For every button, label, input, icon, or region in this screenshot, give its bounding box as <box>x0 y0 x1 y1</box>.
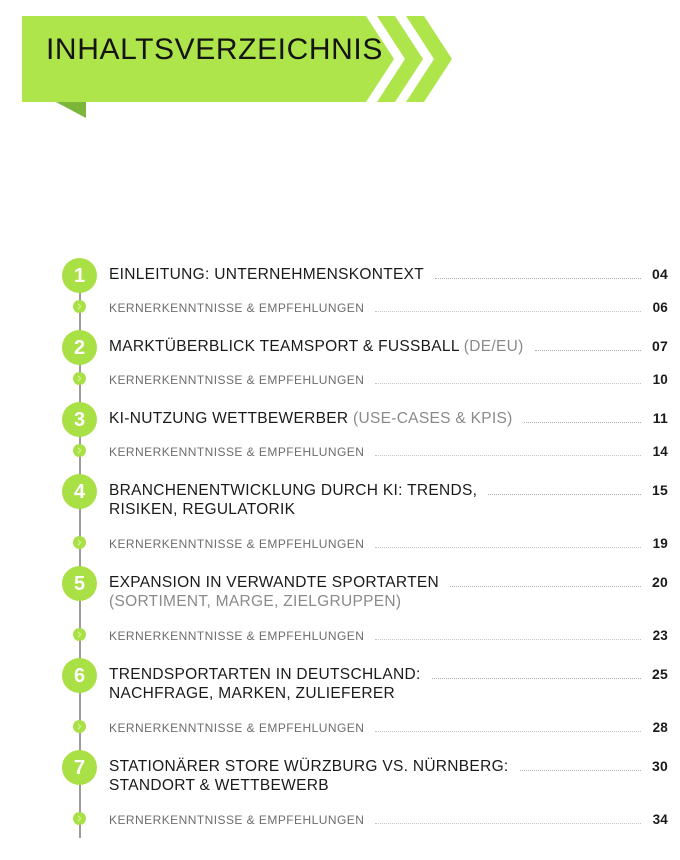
leader-dots <box>375 638 641 640</box>
entry-title-line <box>109 574 668 592</box>
entry-body <box>109 266 680 284</box>
subentry-line <box>109 444 668 460</box>
entry-number-badge: 6 <box>62 658 97 693</box>
leader-dots <box>375 310 641 312</box>
toc-entry[interactable] <box>0 666 680 703</box>
entry-title-line2: STANDORT & WETTBEWERB <box>109 777 329 794</box>
entry-number-badge: 3 <box>62 402 97 437</box>
subentry-line <box>109 536 668 552</box>
entry-body <box>109 410 680 428</box>
entry-body <box>109 574 680 611</box>
entry-body <box>109 482 680 519</box>
leader-dots <box>524 421 641 423</box>
subentry-label: KERNERKENNTNISSE & EMPFEHLUNGEN <box>109 537 365 551</box>
chevron-right-icon <box>73 812 86 825</box>
entry-title-line <box>109 338 668 356</box>
subentry-label: KERNERKENNTNISSE & EMPFEHLUNGEN <box>109 301 365 315</box>
toc-entry[interactable] <box>0 336 680 359</box>
toc-subentry[interactable] <box>0 536 680 552</box>
subentry-label: KERNERKENNTNISSE & EMPFEHLUNGEN <box>109 629 365 643</box>
entry-title <box>109 574 439 592</box>
entry-title <box>109 338 524 356</box>
chevron-right-icon <box>73 720 86 733</box>
subentry-body <box>109 536 680 552</box>
page-number: 28 <box>652 720 668 735</box>
entry-title-line <box>109 266 668 284</box>
subentry-body <box>109 720 680 736</box>
leader-dots <box>520 769 641 771</box>
entry-title <box>109 410 513 428</box>
chevron-right-icon <box>73 536 86 549</box>
entry-title <box>109 266 424 284</box>
page-number: 04 <box>652 266 668 282</box>
subentry-line <box>109 720 668 736</box>
entry-body <box>109 666 680 703</box>
subentry-label: KERNERKENNTNISSE & EMPFEHLUNGEN <box>109 721 365 735</box>
subentry-line <box>109 372 668 388</box>
entry-title-line <box>109 410 668 428</box>
leader-dots <box>375 546 641 548</box>
entry-title-line2: (SORTIMENT, MARGE, ZIELGRUPPEN) <box>109 593 402 610</box>
table-of-contents <box>0 122 680 860</box>
leader-dots <box>375 822 641 824</box>
page-number: 20 <box>652 574 668 590</box>
leader-dots <box>375 730 641 732</box>
chevron-right-icon <box>73 444 86 457</box>
page-number: 15 <box>652 482 668 498</box>
entry-title-main: MARKTÜBERBLICK TEAMSPORT & FUSSBALL <box>109 338 464 355</box>
page-number: 23 <box>652 628 668 643</box>
leader-dots <box>375 382 641 384</box>
page-title: INHALTSVERZEICHNIS <box>46 33 383 66</box>
toc-subentry[interactable] <box>0 372 680 388</box>
entry-title <box>109 482 477 500</box>
entry-number-badge: 4 <box>62 474 97 509</box>
leader-dots <box>488 493 641 495</box>
subentry-label: KERNERKENNTNISSE & EMPFEHLUNGEN <box>109 373 365 387</box>
entry-title-qualifier: (DE/EU) <box>463 338 524 355</box>
entry-title-main: EXPANSION IN VERWANDTE SPORTARTEN <box>109 574 440 591</box>
page-number: 06 <box>652 300 668 315</box>
toc-subentry[interactable] <box>0 628 680 644</box>
subentry-body <box>109 300 680 316</box>
page-number: 14 <box>652 444 668 459</box>
entry-number-badge: 1 <box>62 258 97 293</box>
toc-subentry[interactable] <box>0 812 680 828</box>
header-banner <box>0 0 680 122</box>
chevron-right-icon <box>73 628 86 641</box>
toc-entry[interactable] <box>0 482 680 519</box>
page-number: 19 <box>652 536 668 551</box>
toc-subentry[interactable] <box>0 444 680 460</box>
entry-title-main: KI-NUTZUNG WETTBEWERBER <box>109 410 353 427</box>
entry-body <box>109 338 680 356</box>
page-number: 07 <box>652 338 668 354</box>
entry-title <box>109 666 421 684</box>
entry-title-main: TRENDSPORTARTEN IN DEUTSCHLAND: <box>109 666 421 683</box>
subentry-line <box>109 300 668 316</box>
entry-number-badge: 2 <box>62 330 97 365</box>
entry-number-badge: 5 <box>62 566 97 601</box>
chevron-right-icon <box>73 372 86 385</box>
toc-entry[interactable] <box>0 574 680 611</box>
subentry-label: KERNERKENNTNISSE & EMPFEHLUNGEN <box>109 813 365 827</box>
leader-dots <box>435 277 641 279</box>
toc-subentry[interactable] <box>0 300 680 316</box>
entry-title-line2: RISIKEN, REGULATORIK <box>109 501 296 518</box>
entry-title-line2: NACHFRAGE, MARKEN, ZULIEFERER <box>109 685 396 702</box>
entry-title-main: STATIONÄRER STORE WÜRZBURG VS. NÜRNBERG: <box>109 758 509 775</box>
subentry-body <box>109 444 680 460</box>
entry-title-main: BRANCHENENTWICKLUNG DURCH KI: TRENDS, <box>109 482 478 499</box>
subentry-body <box>109 628 680 644</box>
page-number: 10 <box>652 372 668 387</box>
entry-title <box>109 758 509 776</box>
subentry-body <box>109 372 680 388</box>
toc-entry[interactable] <box>0 408 680 431</box>
page-number: 25 <box>652 666 668 682</box>
toc-entry[interactable] <box>0 758 680 795</box>
page-number: 34 <box>652 812 668 827</box>
entry-title-line <box>109 758 668 776</box>
toc-subentry[interactable] <box>0 720 680 736</box>
leader-dots <box>375 454 641 456</box>
entry-body <box>109 758 680 795</box>
entry-title-line <box>109 482 668 500</box>
subentry-line <box>109 628 668 644</box>
entry-title-line <box>109 666 668 684</box>
subentry-body <box>109 812 680 828</box>
entry-title-qualifier: (USE-CASES & KPIS) <box>353 410 513 427</box>
leader-dots <box>535 349 641 351</box>
leader-dots <box>450 585 641 587</box>
entry-title-main: EINLEITUNG: UNTERNEHMENSKONTEXT <box>109 266 425 283</box>
subentry-line <box>109 812 668 828</box>
leader-dots <box>432 677 641 679</box>
entry-number-badge: 7 <box>62 750 97 785</box>
subentry-label: KERNERKENNTNISSE & EMPFEHLUNGEN <box>109 445 365 459</box>
toc-entry[interactable] <box>0 264 680 287</box>
page-number: 11 <box>652 410 668 426</box>
chevron-right-icon <box>73 300 86 313</box>
page-number: 30 <box>652 758 668 774</box>
